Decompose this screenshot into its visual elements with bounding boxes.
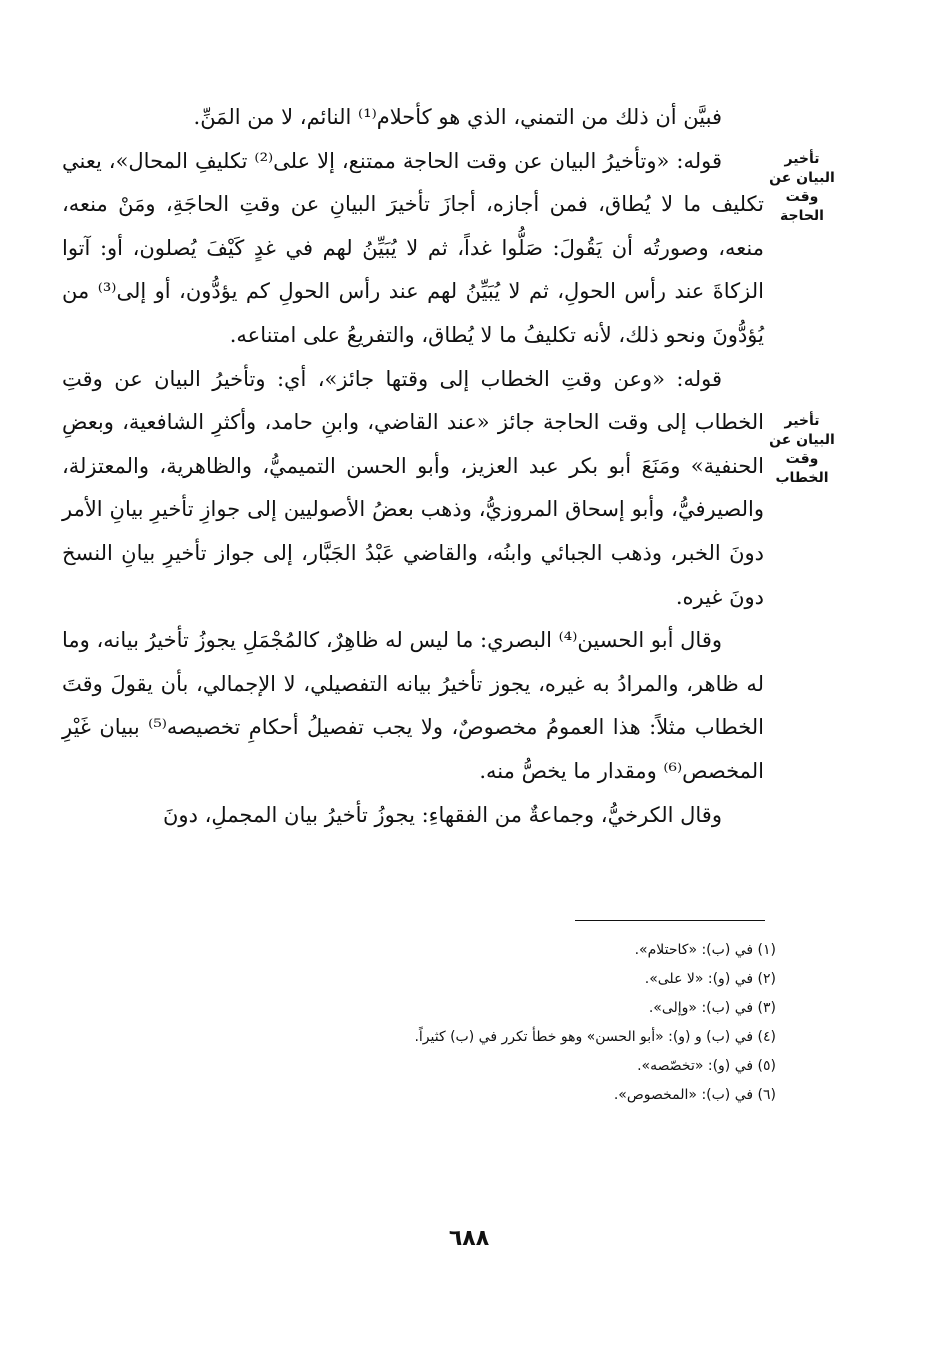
paragraph: فبيَّن أن ذلك من التمني، الذي هو كأحلام⁽¹⁾ النائم، لا من المَنِّ. [193,105,722,129]
footnote: (٥) في (و): «تخصّصه». [637,1058,776,1074]
margin-note-delay-address: تأخير البيان عن وقت الخطاب [769,413,835,486]
page-number: ٦٨٨ [448,1226,490,1251]
margin-note-delay-need: تأخير البيان عن وقت الحاجة [769,151,835,224]
footnote: (١) في (ب): «كاحتلام». [634,942,776,958]
paragraph: وقال أبو الحسين⁽⁴⁾ البصري: ما ليس له ظاهِرٌ، كالمُجْمَلِ يجوزُ تأخيرُ بيانه، وما له ظاهر، والمرادُ به غيره، يجوز تأخيرُ بيانه التفصيلي، لا الإجمالي، بأن يقولَ وقتَ الخطاب مثلاً: هذا العمومُ مخصوصٌ، ولا يجب تفصيلُ أحكامِ تخصيصه⁽⁵⁾ ببيان غَيْرِ المخصص⁽⁶⁾ ومقدار ما يخصُّ منه. [62,628,764,783]
footnotes [300,936,776,1110]
paragraph: وقال الكرخيُّ، وجماعةٌ من الفقهاءِ: يجوزُ تأخيرُ بيان المجملِ، دونَ [163,802,722,827]
footnote: (٤) في (ب) و (و): «أبو الحسن» وهو خطأ تكرر في (ب) كثيراً. [414,1029,776,1045]
main-text [62,96,764,837]
paragraph: قوله: «وعن وقتِ الخطاب إلى وقتها جائز»، أي: وتأخيرُ البيان عن وقتِ الخطاب إلى وقت الحاجة جائز «عند القاضي، وابنِ حامد، وأكثرِ الشافعية، وبعضِ الحنفية» ومَنَعَ أبو بكر عبد العزيز، وأبو الحسن التميميُّ، والظاهرية، والمعتزلة، والصيرفيُّ، وأبو إسحاق المروزيُّ، وذهب بعضُ الأصوليين إلى جوازِ تأخيرِ بيانِ الأمر دونَ الخبر، وذهب الجبائي وابنُه، والقاضي عَبْدُ الجَبَّار، إلى جواز تأخيرِ بيانِ النسخ دونَ غيره. [62,366,764,609]
footnote-divider [575,920,765,921]
footnote: (٣) في (ب): «وإلى». [648,1000,776,1016]
paragraph: قوله: «وتأخيرُ البيان عن وقت الحاجة ممتنع، إلا على⁽²⁾ تكليفِ المحال»، يعني تكليف ما لا يُطاق، فمن أجازه، أجازَ تأخيرَ البيانِ عن وقتِ الحاجَةِ، ومَنْ منعه، منعه، وصورتُه أن يَقُولَ: صَلُّوا غداً، ثم لا يُبَيِّنُ لهم في غدٍ كَيْفَ يُصلون، أو: آتوا الزكاةَ عند رأس الحولِ، ثم لا يُبَيِّنُ لهم عند رأس الحولِ كم يؤدُّون، أو إلى⁽³⁾ من يُؤدُّونَ ونحو ذلك، لأنه تكليفُ ما لا يُطاق، والتفريعُ على امتناعه. [62,148,765,347]
footnote: (٢) في (و): «لا على». [644,971,776,987]
footnote: (٦) في (ب): «المخصوص». [613,1087,776,1103]
